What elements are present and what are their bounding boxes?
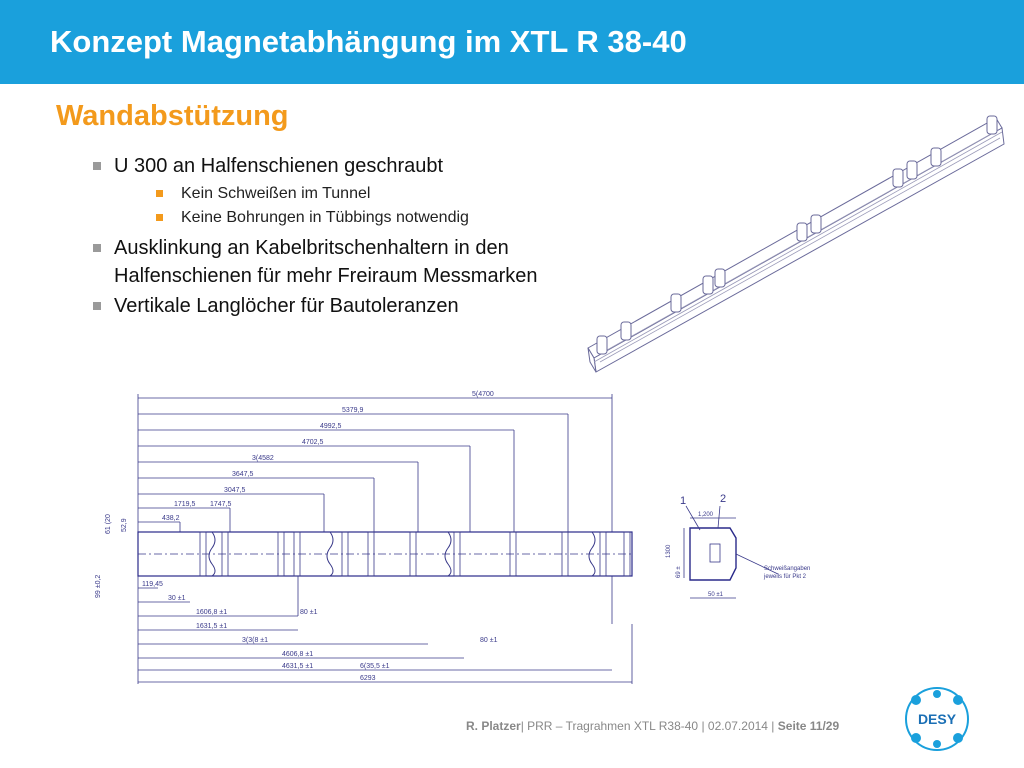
dimension-label: 99 ±0,2 [95, 574, 102, 598]
dimension-label: 3(4582 [252, 455, 274, 462]
bullet-text: Ausklinkung an Kabelbritschenhaltern in den Halfenschienen für mehr Freiraum Messmarken [114, 237, 538, 287]
dimension-label: 4992,5 [320, 423, 342, 430]
dimension-label: 119,45 [142, 581, 163, 588]
bullet-item [90, 152, 570, 180]
section-number: 2 [720, 493, 727, 505]
bullet-marker [93, 302, 101, 310]
dimension-label: 5379,9 [342, 407, 364, 414]
bullet-marker [93, 244, 101, 252]
isometric-rail-drawing [580, 110, 1010, 375]
sub-bullet-item [90, 206, 570, 230]
dimension-label: 69 ± [676, 566, 682, 578]
footer-page: Seite 11/29 [777, 719, 840, 733]
dimension-label: 438,2 [162, 515, 180, 522]
dimension-label: 1300 [666, 544, 672, 558]
bullet-marker [93, 162, 101, 170]
dimension-label: 3647,5 [232, 471, 254, 478]
bullet-text: U 300 an Halfenschienen geschraubt [114, 155, 444, 177]
footer [466, 719, 839, 733]
section-heading: Wandabstützung [56, 100, 289, 132]
footer-separator: | [698, 719, 708, 733]
dimension-label: 1631,5 ±1 [196, 623, 228, 630]
dimension-label: 4606,8 ±1 [282, 651, 314, 658]
dimension-label: 1747,5 [210, 501, 232, 508]
dimension-label: 3(3(8 ±1 [242, 637, 269, 644]
dimension-label: 1606,8 ±1 [196, 609, 228, 616]
sub-bullet-marker [156, 190, 163, 197]
bullet-list [90, 152, 570, 322]
dimension-label: 6(35,5 ±1 [360, 663, 390, 670]
footer-separator: | [520, 719, 528, 733]
dimension-label: 3047,5 [224, 487, 246, 494]
desy-logo [904, 686, 970, 752]
bullet-text: Vertikale Langlöcher für Bautoleranzen [114, 295, 459, 317]
footer-project: PRR – Tragrahmen XTL R38-40 [527, 719, 699, 733]
dimension-label: 1719,5 [174, 501, 196, 508]
dimension-label: 5(4700 [472, 391, 494, 398]
bullet-item [90, 292, 570, 320]
rail-dimension-drawing [92, 384, 652, 684]
dimension-label: 4702,5 [302, 439, 324, 446]
dimension-label: 30 ±1 [168, 595, 186, 602]
header-bar [0, 0, 1024, 84]
cross-section-drawing [660, 488, 840, 618]
section-number: 1 [680, 495, 687, 507]
sub-bullet-list [114, 182, 570, 230]
sub-bullet-text: Keine Bohrungen in Tübbings notwendig [181, 209, 469, 226]
dimension-label: 61 (20 [105, 514, 112, 534]
dimension-label: 6293 [360, 675, 376, 682]
footer-date: 02.07.2014 [707, 719, 768, 733]
dimension-label: 4631,5 ±1 [282, 663, 314, 670]
dimension-label: 52,9 [121, 518, 128, 532]
footer-separator: | [767, 719, 778, 733]
dimension-label: 80 ±1 [480, 637, 498, 644]
weld-note: Schweißangaben [764, 566, 811, 572]
sub-bullet-item [90, 182, 570, 206]
logo-text: DESY [917, 711, 957, 727]
bullet-item [90, 234, 570, 290]
sub-bullet-text: Kein Schweißen im Tunnel [181, 185, 371, 202]
dimension-label: 50 ±1 [708, 592, 723, 598]
dimension-label: 80 ±1 [300, 609, 318, 616]
slide-title: Konzept Magnetabhängung im XTL R 38-40 [50, 24, 687, 59]
dimension-label: 1,200 [698, 512, 714, 518]
sub-bullet-marker [156, 214, 163, 221]
weld-note: jeweils für Pkt 2 [764, 574, 807, 580]
footer-author: R. Platzer [466, 719, 521, 733]
